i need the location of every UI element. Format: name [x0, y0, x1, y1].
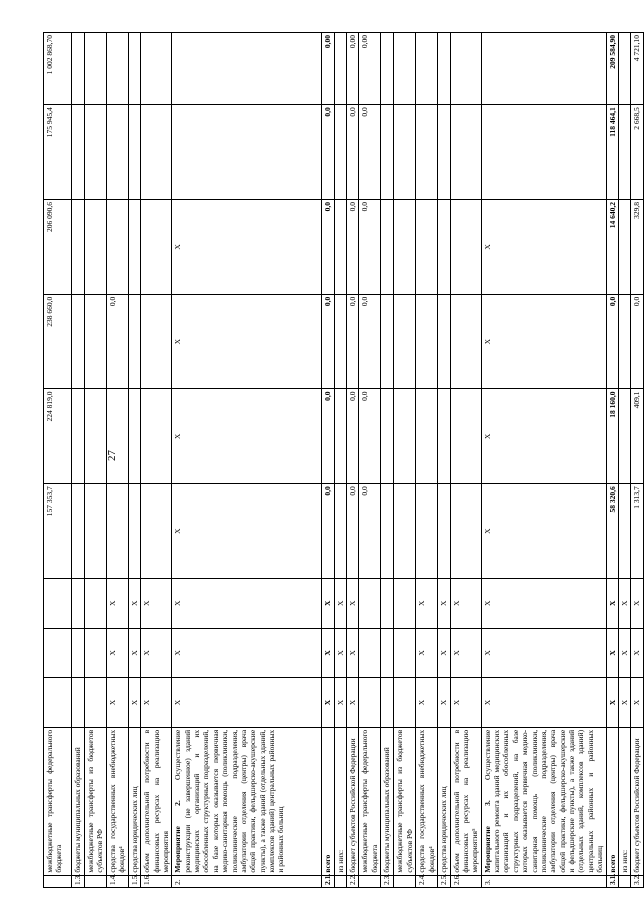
mark-cell: X [107, 628, 129, 678]
value-cell-year-4: 206 090,6 [44, 200, 72, 295]
table-row [172, 33, 322, 888]
value-cell-year-5 [481, 105, 606, 200]
mark-cell: X [438, 578, 450, 628]
value-cell-year-3: X [172, 294, 322, 389]
value-cell-year-6 [438, 33, 450, 105]
row-name-text: всего [607, 854, 617, 873]
table-row [359, 33, 381, 888]
row-code: 2. [172, 875, 322, 887]
mark-cell: X [631, 628, 643, 678]
table-row [107, 33, 129, 888]
table-row [450, 33, 481, 888]
value-cell-year-2 [438, 389, 450, 484]
mark-cell: X [631, 578, 643, 628]
mark-cell: X [606, 628, 618, 678]
row-code: 3.1. [606, 875, 618, 887]
value-cell-year-3: 0,0 [359, 294, 381, 389]
row-code: 3. [481, 875, 606, 887]
measure-title: Мероприятие 2. [173, 800, 183, 873]
mark-cell: X [481, 628, 606, 678]
value-cell-year-5 [85, 105, 107, 200]
mark-cell: X [172, 578, 322, 628]
value-cell-year-4 [416, 200, 438, 295]
value-cell-year-2: X [172, 389, 322, 484]
row-name-text: бюджет субъектов Российской Федерации [348, 738, 357, 873]
row-name [618, 727, 630, 875]
value-cell-year-6 [618, 33, 630, 105]
mark-cell: X [107, 578, 129, 628]
measure-title: Мероприятие 3. [482, 800, 492, 873]
value-cell-year-5 [438, 105, 450, 200]
row-name-text: средства государственных внебюджетных фондов⁴ [417, 729, 436, 873]
value-cell-year-5: 0,0 [322, 105, 334, 200]
mark-cell [381, 678, 394, 728]
value-cell-year-4: X [172, 200, 322, 295]
mark-cell: X [347, 678, 359, 728]
mark-cell: X [334, 628, 346, 678]
row-name [141, 727, 172, 875]
row-name [334, 727, 346, 875]
row-name [359, 727, 381, 875]
row-name-text: Осуществление реконструкции (не завершенное) зданий медицинских организаций и их обособленных структурных подразделений, на базе которых оказывается первичная медико-санитарная помощь (поликлиники, поликлинические подразделения, амбулатории отделения (центры) врача общей практики, фельдшерско-акушерские пункты), а также зданий (отдельных зданий, комплексов зданий) центральных районных и районных больниц [173, 729, 286, 873]
table-row [394, 33, 416, 888]
value-cell-year-2: X [481, 389, 606, 484]
value-cell-year-1: 0,0 [347, 484, 359, 579]
mark-cell: X [334, 578, 346, 628]
row-code: 1.5. [128, 875, 140, 887]
value-cell-year-1: 1 313,7 [631, 484, 643, 579]
value-cell-year-1: 0,0 [322, 484, 334, 579]
value-cell-year-3 [334, 294, 346, 389]
row-code [85, 875, 107, 887]
value-cell-year-2: 224 819,0 [44, 389, 72, 484]
mark-cell: X [128, 678, 140, 728]
page-number: 27 [106, 450, 118, 461]
value-cell-year-1 [381, 484, 394, 579]
row-name [394, 727, 416, 875]
mark-cell: X [347, 628, 359, 678]
value-cell-year-4 [128, 200, 140, 295]
value-cell-year-2: 409,1 [631, 389, 643, 484]
mark-cell [72, 578, 85, 628]
value-cell-year-5 [128, 105, 140, 200]
mark-cell: X [618, 578, 630, 628]
mark-cell [85, 578, 107, 628]
value-cell-year-6 [85, 33, 107, 105]
value-cell-year-6 [107, 33, 129, 105]
mark-cell [394, 578, 416, 628]
table-row [438, 33, 450, 888]
row-name [44, 727, 72, 875]
row-name-text: межбюджетные трансферты из бюджетов субъектов РФ [86, 729, 105, 873]
mark-cell: X [481, 678, 606, 728]
mark-cell: X [128, 628, 140, 678]
value-cell-year-6: 0,00 [347, 33, 359, 105]
value-cell-year-6 [394, 33, 416, 105]
mark-cell [72, 628, 85, 678]
mark-cell: X [347, 578, 359, 628]
value-cell-year-5 [381, 105, 394, 200]
value-cell-year-2 [416, 389, 438, 484]
value-cell-year-5 [416, 105, 438, 200]
mark-cell: X [450, 628, 481, 678]
mark-cell: X [606, 678, 618, 728]
value-cell-year-1: X [481, 484, 606, 579]
value-cell-year-4: 0,0 [359, 200, 381, 295]
value-cell-year-6: 4 721,10 [631, 33, 643, 105]
row-name [481, 727, 606, 875]
mark-cell: X [141, 628, 172, 678]
value-cell-year-3: 0,0 [631, 294, 643, 389]
row-name [606, 727, 618, 875]
value-cell-year-4 [85, 200, 107, 295]
row-code: 1.3. [72, 875, 85, 887]
row-name [85, 727, 107, 875]
mark-cell [72, 678, 85, 728]
mark-cell: X [618, 628, 630, 678]
row-name-text: Осуществление капитального ремонта зданий медицинских организаций и их обособленных структурных подразделений, на базе которых оказывается первичная медико-санитарная помощь (поликлиники, поликлинические подразделения, амбулатории отделения (центры) врача общей практики, фельдшерско-акушерские и фельдшерские пункты), а также зданий (отдельных зданий, комплексов зданий) центральных районных и районных больниц [482, 729, 605, 873]
value-cell-year-2 [618, 389, 630, 484]
table-row [72, 33, 85, 888]
value-cell-year-1 [416, 484, 438, 579]
value-cell-year-1: X [172, 484, 322, 579]
row-code: 2.3. [381, 875, 394, 887]
value-cell-year-3: X [481, 294, 606, 389]
value-cell-year-4 [381, 200, 394, 295]
mark-cell [359, 678, 381, 728]
value-cell-year-4 [618, 200, 630, 295]
value-cell-year-6 [416, 33, 438, 105]
row-code: 2.4. [416, 875, 438, 887]
value-cell-year-5: 175 945,4 [44, 105, 72, 200]
mark-cell [381, 628, 394, 678]
mark-cell [44, 678, 72, 728]
row-name [107, 727, 129, 875]
value-cell-year-1 [128, 484, 140, 579]
mark-cell [394, 678, 416, 728]
value-cell-year-6 [141, 33, 172, 105]
mark-cell: X [322, 578, 334, 628]
value-cell-year-3: 0,0 [606, 294, 618, 389]
mark-cell: X [322, 678, 334, 728]
value-cell-year-3 [450, 294, 481, 389]
row-code: 1.4. [107, 875, 129, 887]
mark-cell: X [172, 628, 322, 678]
row-name-text: бюджет субъектов Российской Федерации [632, 738, 642, 873]
value-cell-year-5: 118 464,1 [606, 105, 618, 200]
row-name [72, 727, 85, 875]
value-cell-year-4: 0,0 [322, 200, 334, 295]
value-cell-year-6 [481, 33, 606, 105]
row-code [394, 875, 416, 887]
row-name [631, 727, 643, 875]
value-cell-year-6 [128, 33, 140, 105]
row-name [322, 727, 334, 875]
value-cell-year-5 [172, 105, 322, 200]
value-cell-year-1: 58 320,6 [606, 484, 618, 579]
row-name-text: межбюджетные трансферты федерального бюджета [360, 729, 379, 873]
value-cell-year-1 [72, 484, 85, 579]
mark-cell: X [107, 678, 129, 728]
value-cell-year-2: 0,0 [347, 389, 359, 484]
row-name-text: средства юридических лиц [439, 786, 449, 873]
mark-cell: X [416, 628, 438, 678]
value-cell-year-1: 157 353,7 [44, 484, 72, 579]
value-cell-year-4 [72, 200, 85, 295]
table-row [128, 33, 140, 888]
value-cell-year-1 [394, 484, 416, 579]
row-code [359, 875, 381, 887]
table-row [481, 33, 606, 888]
value-cell-year-3 [72, 294, 85, 389]
value-cell-year-3 [141, 294, 172, 389]
value-cell-year-2 [381, 389, 394, 484]
value-cell-year-6 [334, 33, 346, 105]
table-row [44, 33, 72, 888]
row-name-text: средства государственных внебюджетных фондов⁴ [108, 729, 127, 873]
value-cell-year-5 [334, 105, 346, 200]
mark-cell: X [416, 678, 438, 728]
value-cell-year-4 [394, 200, 416, 295]
row-code [618, 875, 630, 887]
value-cell-year-6 [172, 33, 322, 105]
value-cell-year-4: 0,0 [347, 200, 359, 295]
value-cell-year-5 [450, 105, 481, 200]
row-code [334, 875, 346, 887]
value-cell-year-2 [85, 389, 107, 484]
row-name-text: всего [323, 854, 333, 873]
row-code: 2.6. [450, 875, 481, 887]
value-cell-year-3 [85, 294, 107, 389]
value-cell-year-2: 18 160,0 [606, 389, 618, 484]
value-cell-year-4 [141, 200, 172, 295]
value-cell-year-4 [438, 200, 450, 295]
row-name-text: из них: [335, 849, 345, 873]
mark-cell: X [322, 628, 334, 678]
value-cell-year-5: 0,0 [359, 105, 381, 200]
row-code: 2.5. [438, 875, 450, 887]
value-cell-year-2 [128, 389, 140, 484]
row-name-text: межбюджетные трансферты из бюджетов субъектов РФ [395, 729, 414, 873]
value-cell-year-1 [438, 484, 450, 579]
value-cell-year-2: 0,0 [359, 389, 381, 484]
row-name-text: бюджеты муниципальных образований [382, 747, 392, 873]
value-cell-year-6 [450, 33, 481, 105]
row-name-text: средства юридических лиц [129, 786, 139, 873]
value-cell-year-3: 238 660,0 [44, 294, 72, 389]
row-code: 3.2. [631, 875, 643, 887]
mark-cell [44, 578, 72, 628]
value-cell-year-2 [394, 389, 416, 484]
mark-cell [44, 628, 72, 678]
value-cell-year-2 [141, 389, 172, 484]
table-row [606, 33, 618, 888]
value-cell-year-3 [416, 294, 438, 389]
value-cell-year-6: 0,00 [322, 33, 334, 105]
value-cell-year-3: 0,0 [107, 294, 129, 389]
value-cell-year-2 [450, 389, 481, 484]
mark-cell: X [141, 578, 172, 628]
value-cell-year-5 [618, 105, 630, 200]
mark-cell [85, 628, 107, 678]
value-cell-year-4: X [481, 200, 606, 295]
value-cell-year-3 [394, 294, 416, 389]
value-cell-year-4: 329,8 [631, 200, 643, 295]
mark-cell [85, 678, 107, 728]
value-cell-year-2: 0,0 [322, 389, 334, 484]
table-row [381, 33, 394, 888]
table-row [618, 33, 630, 888]
value-cell-year-6: 0,00 [359, 33, 381, 105]
row-code [44, 875, 72, 887]
value-cell-year-4 [334, 200, 346, 295]
budget-table [43, 32, 644, 888]
mark-cell [381, 578, 394, 628]
table-row [85, 33, 107, 888]
row-name [172, 727, 322, 875]
row-code: 2.1. [322, 875, 334, 887]
mark-cell [359, 578, 381, 628]
mark-cell: X [416, 578, 438, 628]
value-cell-year-5 [141, 105, 172, 200]
row-name-text: объем дополнительной потребности в финансовых ресурсах на реализацию мероприятия⁵ [451, 729, 480, 873]
row-name [450, 727, 481, 875]
row-name-text: объем дополнительной потребности в финансовых ресурсах на реализацию мероприятия [142, 729, 170, 873]
value-cell-year-5: 0,0 [347, 105, 359, 200]
value-cell-year-3: 0,0 [347, 294, 359, 389]
row-name [416, 727, 438, 875]
value-cell-year-4 [107, 200, 129, 295]
row-name [381, 727, 394, 875]
mark-cell: X [606, 578, 618, 628]
mark-cell: X [128, 578, 140, 628]
table-row [334, 33, 346, 888]
value-cell-year-2 [107, 389, 129, 484]
value-cell-year-3 [438, 294, 450, 389]
table-row [631, 33, 643, 888]
mark-cell: X [334, 678, 346, 728]
value-cell-year-3: 0,0 [322, 294, 334, 389]
value-cell-year-3 [128, 294, 140, 389]
mark-cell: X [438, 678, 450, 728]
row-name-text: из них: [619, 849, 629, 873]
mark-cell: X [481, 578, 606, 628]
value-cell-year-6: 209 584,90 [606, 33, 618, 105]
value-cell-year-1 [618, 484, 630, 579]
value-cell-year-5 [107, 105, 129, 200]
row-code: 2.2. [347, 875, 359, 887]
mark-cell: X [618, 678, 630, 728]
value-cell-year-1 [450, 484, 481, 579]
mark-cell: X [172, 678, 322, 728]
row-name-text: межбюджетные трансферты федерального бюджета [45, 729, 64, 873]
value-cell-year-1 [85, 484, 107, 579]
row-name-text: бюджеты муниципальных образований [73, 747, 82, 873]
value-cell-year-1 [107, 484, 129, 579]
value-cell-year-6: 1 002 868,70 [44, 33, 72, 105]
value-cell-year-3 [618, 294, 630, 389]
mark-cell: X [141, 678, 172, 728]
value-cell-year-4: 14 640,2 [606, 200, 618, 295]
table-row [347, 33, 359, 888]
value-cell-year-4 [450, 200, 481, 295]
value-cell-year-5 [72, 105, 85, 200]
mark-cell [359, 628, 381, 678]
row-name [438, 727, 450, 875]
value-cell-year-6 [381, 33, 394, 105]
value-cell-year-2 [334, 389, 346, 484]
table-row [416, 33, 438, 888]
value-cell-year-1 [334, 484, 346, 579]
row-name [128, 727, 140, 875]
row-code: 1.6. [141, 875, 172, 887]
value-cell-year-5 [394, 105, 416, 200]
mark-cell: X [631, 678, 643, 728]
value-cell-year-2 [72, 389, 85, 484]
value-cell-year-5: 2 668,5 [631, 105, 643, 200]
value-cell-year-3 [381, 294, 394, 389]
value-cell-year-6 [72, 33, 85, 105]
value-cell-year-1: 0,0 [359, 484, 381, 579]
table-row [141, 33, 172, 888]
mark-cell [394, 628, 416, 678]
table-row [322, 33, 334, 888]
value-cell-year-1 [141, 484, 172, 579]
row-name [347, 727, 359, 875]
mark-cell: X [450, 578, 481, 628]
budget-table-sheet [43, 32, 642, 888]
mark-cell: X [438, 628, 450, 678]
mark-cell: X [450, 678, 481, 728]
